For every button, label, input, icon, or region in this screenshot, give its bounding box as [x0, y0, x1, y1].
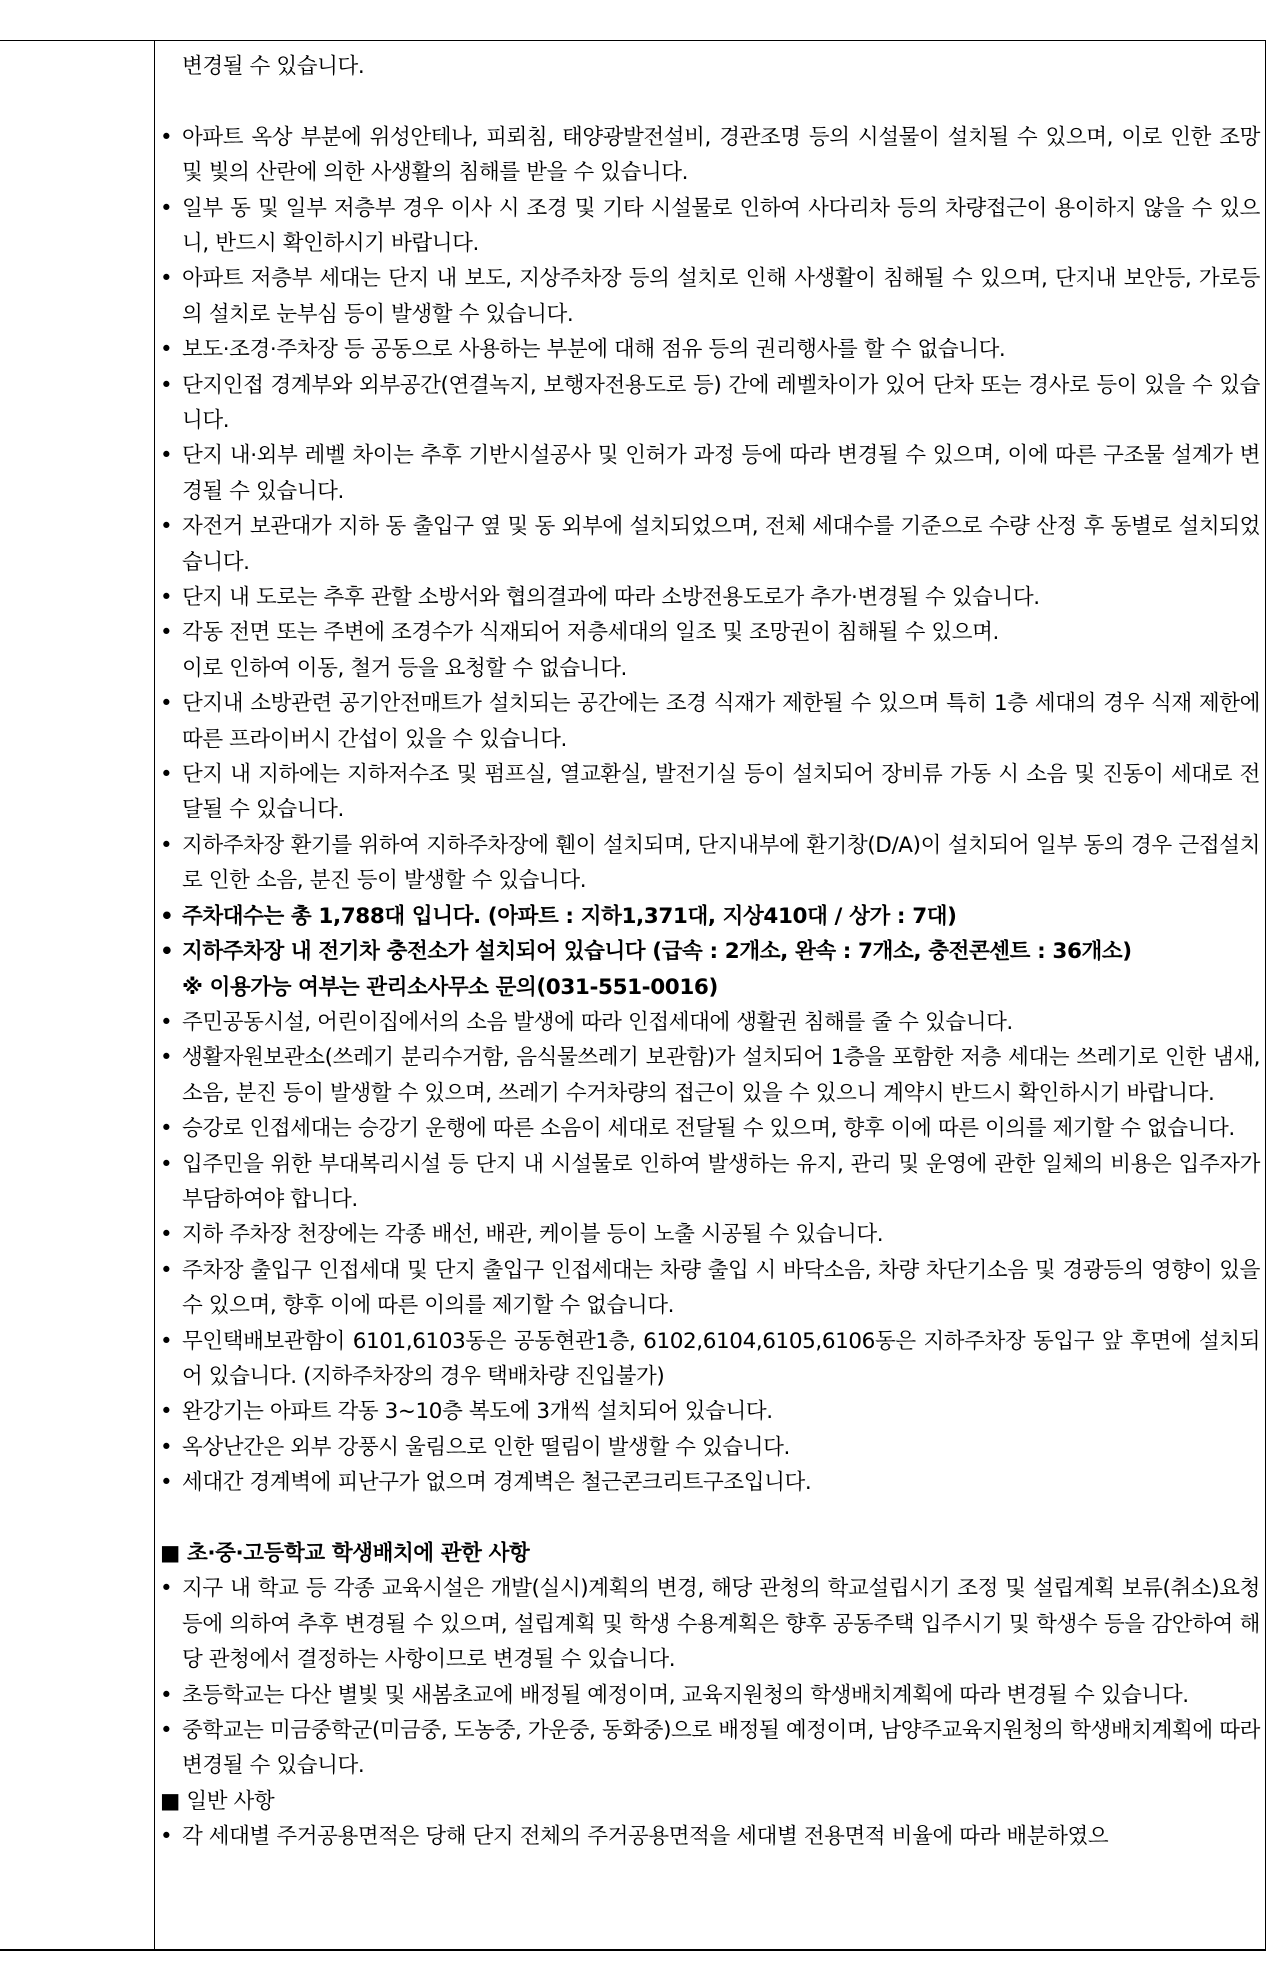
list-item — [160, 580, 1260, 615]
bullet-icon: • — [160, 1222, 173, 1248]
list-item-text: 아파트 저층부 세대는 단지 내 보도, 지상주차장 등의 설치로 인해 사생활이 침해될 수 있으며, 단지내 보안등, 가로등의 설치로 눈부심 등이 발생할 수 있습니다. — [182, 266, 1260, 327]
list-item-text: 단지 내 도로는 추후 관할 소방서와 협의결과에 따라 소방전용도로가 추가·변경될 수 있습니다. — [182, 585, 1040, 611]
bullet-icon: • — [160, 1116, 173, 1142]
bullet-icon: • — [160, 337, 173, 363]
bullet-icon: • — [160, 762, 173, 788]
bullet-icon: • — [160, 1399, 173, 1425]
general-list — [160, 1819, 1260, 1854]
list-item — [160, 934, 1260, 969]
list-item — [160, 1678, 1260, 1713]
column-divider — [154, 41, 155, 1949]
spacer — [160, 84, 1260, 119]
list-item-text: 승강로 인접세대는 승강기 운행에 따른 소음이 세대로 전달될 수 있으며, 향후 이에 따른 이의를 제기할 수 없습니다. — [182, 1116, 1235, 1142]
bullet-icon: • — [160, 266, 173, 292]
bullet-icon: • — [160, 1470, 173, 1496]
notice-table — [0, 40, 1266, 1951]
list-item-text: 자전거 보관대가 지하 동 출입구 옆 및 동 외부에 설치되었으며, 전체 세대수를 기준으로 수량 산정 후 동별로 설치되었습니다. — [182, 514, 1260, 575]
list-item — [160, 261, 1260, 332]
list-item-text: 입주민을 위한 부대복리시설 등 단지 내 시설물로 인하여 발생하는 유지, 관리 및 운영에 관한 일체의 비용은 입주자가 부담하여야 합니다. — [182, 1151, 1260, 1212]
bullet-icon: • — [160, 691, 173, 717]
bullet-icon: • — [160, 1257, 173, 1283]
bullet-icon: • — [160, 1009, 173, 1035]
list-item-text: 주차대수는 총 1,788대 입니다. (아파트 : 지하1,371대, 지상410대 / 상가 : 7대) — [182, 903, 957, 929]
notice-list — [160, 120, 1260, 1501]
list-item-text: 단지 내 지하에는 지하저수조 및 펌프실, 열교환실, 발전기실 등이 설치되어 장비류 가동 시 소음 및 진동이 세대로 전달될 수 있습니다. — [182, 762, 1260, 823]
list-item — [160, 368, 1260, 439]
list-item-text: 지구 내 학교 등 각종 교육시설은 개발(실시)계획의 변경, 해당 관청의 학교설립시기 조정 및 설립계획 보류(취소)요청 등에 의하여 추후 변경될 수 있으며, 설립계획 및 학생 수용계획은 향후 공동주택 입주시기 및 학생수 등을 감안하여 해당 관청에서 결정하는 사항이므로 변경될 수 있습니다. — [182, 1576, 1260, 1673]
list-item — [160, 1571, 1260, 1677]
list-item — [160, 509, 1260, 580]
list-item — [160, 1253, 1260, 1324]
list-item — [160, 191, 1260, 262]
list-item-text: 생활자원보관소(쓰레기 분리수거함, 음식물쓰레기 보관함)가 설치되어 1층을 포함한 저층 세대는 쓰레기로 인한 냄새, 소음, 분진 등이 발생할 수 있으며, 쓰레기 수거차량의 접근이 있을 수 있으니 계약시 반드시 확인하시기 바랍니다. — [182, 1045, 1260, 1106]
list-item-text: 주민공동시설, 어린이집에서의 소음 발생에 따라 인접세대에 생활권 침해를 줄 수 있습니다. — [182, 1009, 1013, 1035]
list-item-text: 초등학교는 다산 별빛 및 새봄초교에 배정될 예정이며, 교육지원청의 학생배치계획에 따라 변경될 수 있습니다. — [182, 1682, 1189, 1708]
bullet-icon: • — [160, 832, 173, 858]
school-list — [160, 1571, 1260, 1783]
list-item — [160, 1394, 1260, 1429]
bullet-icon: • — [160, 903, 174, 929]
list-item — [160, 1430, 1260, 1465]
notice-content — [160, 49, 1260, 1855]
bullet-icon: • — [160, 1718, 173, 1744]
list-item-text: 일부 동 및 일부 저층부 경우 이사 시 조경 및 기타 시설물로 인하여 사다리차 등의 차량접근이 용이하지 않을 수 있으니, 반드시 확인하시기 바랍니다. — [182, 195, 1260, 256]
list-item — [160, 1005, 1260, 1040]
list-item-text: 각동 전면 또는 주변에 조경수가 식재되어 저층세대의 일조 및 조망권이 침해될 수 있으며. — [182, 620, 999, 646]
bullet-icon: • — [160, 1576, 173, 1602]
bullet-icon: • — [160, 620, 173, 646]
list-item-note: ※ 이용가능 여부는 관리소사무소 문의(031-551-0016) — [182, 974, 718, 1000]
list-item-text: 보도·조경·주차장 등 공동으로 사용하는 부분에 대해 점유 등의 권리행사를 할 수 없습니다. — [182, 337, 1006, 363]
table-right-border — [1265, 41, 1266, 1949]
list-item — [160, 1147, 1260, 1218]
bullet-icon: • — [160, 124, 173, 150]
list-item-text: 아파트 옥상 부분에 위성안테나, 피뢰침, 태양광발전설비, 경관조명 등의 시설물이 설치될 수 있으며, 이로 인한 조망 및 빛의 산란에 의한 사생활의 침해를 받을 수 있습니다. — [182, 124, 1260, 186]
bullet-icon: • — [160, 1434, 173, 1460]
section-title-general: ■ 일반 사항 — [160, 1788, 275, 1814]
list-item-text: 완강기는 아파트 각동 3~10층 복도에 3개씩 설치되어 있습니다. — [182, 1399, 773, 1425]
list-item-continuation: 이로 인하여 이동, 철거 등을 요청할 수 없습니다. — [182, 655, 627, 681]
bullet-icon: • — [160, 195, 173, 221]
list-item-text: 세대간 경계벽에 피난구가 없으며 경계벽은 철근콘크리트구조입니다. — [182, 1470, 812, 1496]
list-item-text: 지하 주차장 천장에는 각종 배선, 배관, 케이블 등이 노출 시공될 수 있습니다. — [182, 1222, 884, 1248]
list-item-text: 중학교는 미금중학군(미금중, 도농중, 가운중, 동화중)으로 배정될 예정이며, 남양주교육지원청의 학생배치계획에 따라 변경될 수 있습니다. — [182, 1718, 1260, 1779]
list-item — [160, 899, 1260, 934]
list-item — [160, 1040, 1260, 1111]
list-item-text: 주차장 출입구 인접세대 및 단지 출입구 인접세대는 차량 출입 시 바닥소음, 차량 차단기소음 및 경광등의 영향이 있을 수 있으며, 향후 이에 따른 이의를 제기할 수 없습니다. — [182, 1257, 1260, 1319]
list-item — [160, 1713, 1260, 1784]
list-item — [160, 1111, 1260, 1146]
list-item-text: 단지인접 경계부와 외부공간(연결녹지, 보행자전용도로 등) 간에 레벨차이가 있어 단차 또는 경사로 등이 있을 수 있습니다. — [182, 372, 1260, 434]
list-item — [160, 332, 1260, 367]
list-item-text: 옥상난간은 외부 강풍시 울림으로 인한 떨림이 발생할 수 있습니다. — [182, 1434, 790, 1460]
list-item-text: 단지 내·외부 레벨 차이는 추후 기반시설공사 및 인허가 과정 등에 따라 변경될 수 있으며, 이에 따른 구조물 설계가 변경될 수 있습니다. — [182, 443, 1260, 504]
bullet-icon: • — [160, 1824, 173, 1850]
bullet-icon: • — [160, 585, 173, 611]
bullet-icon: • — [160, 514, 173, 540]
bullet-icon: • — [160, 372, 173, 398]
bullet-icon: • — [160, 1151, 173, 1177]
list-item — [160, 828, 1260, 899]
list-item — [160, 1465, 1260, 1500]
list-item-text: 지하주차장 환기를 위하여 지하주차장에 휀이 설치되며, 단지내부에 환기창(D/A)이 설치되어 일부 동의 경우 근접설치로 인한 소음, 분진 등이 발생할 수 있습니다. — [182, 832, 1260, 894]
bullet-icon: • — [160, 1328, 173, 1354]
bullet-icon: • — [160, 1045, 173, 1071]
list-item — [160, 686, 1260, 757]
continuation-text: 변경될 수 있습니다. — [182, 54, 365, 79]
list-item-text: 지하주차장 내 전기차 충전소가 설치되어 있습니다 (급속 : 2개소, 완속 : 7개소, 충전콘센트 : 36개소) — [182, 939, 1132, 965]
list-item — [160, 615, 1260, 650]
bullet-icon: • — [160, 443, 173, 469]
list-item — [160, 1819, 1260, 1854]
list-item — [160, 438, 1260, 509]
list-item-text: 각 세대별 주거공용면적은 당해 단지 전체의 주거공용면적을 세대별 전용면적 비율에 따라 배분하였으 — [182, 1824, 1109, 1850]
spacer — [160, 1501, 1260, 1536]
list-item-text: 무인택배보관함이 6101,6103동은 공동현관1층, 6102,6104,6105,6106동은 지하주차장 동입구 앞 후면에 설치되어 있습니다. (지하주차장의 경우 택배차량 진입불가) — [182, 1328, 1260, 1389]
list-item — [160, 1217, 1260, 1252]
list-item — [160, 120, 1260, 191]
list-item — [160, 757, 1260, 828]
bullet-icon: • — [160, 939, 174, 965]
section-title-school: ■ 초·중·고등학교 학생배치에 관한 사항 — [160, 1540, 530, 1566]
list-item — [160, 1324, 1260, 1395]
bullet-icon: • — [160, 1682, 173, 1708]
list-item-text: 단지내 소방관련 공기안전매트가 설치되는 공간에는 조경 식재가 제한될 수 있으며 특히 1층 세대의 경우 식재 제한에 따른 프라이버시 간섭이 있을 수 있습니다. — [182, 691, 1261, 752]
